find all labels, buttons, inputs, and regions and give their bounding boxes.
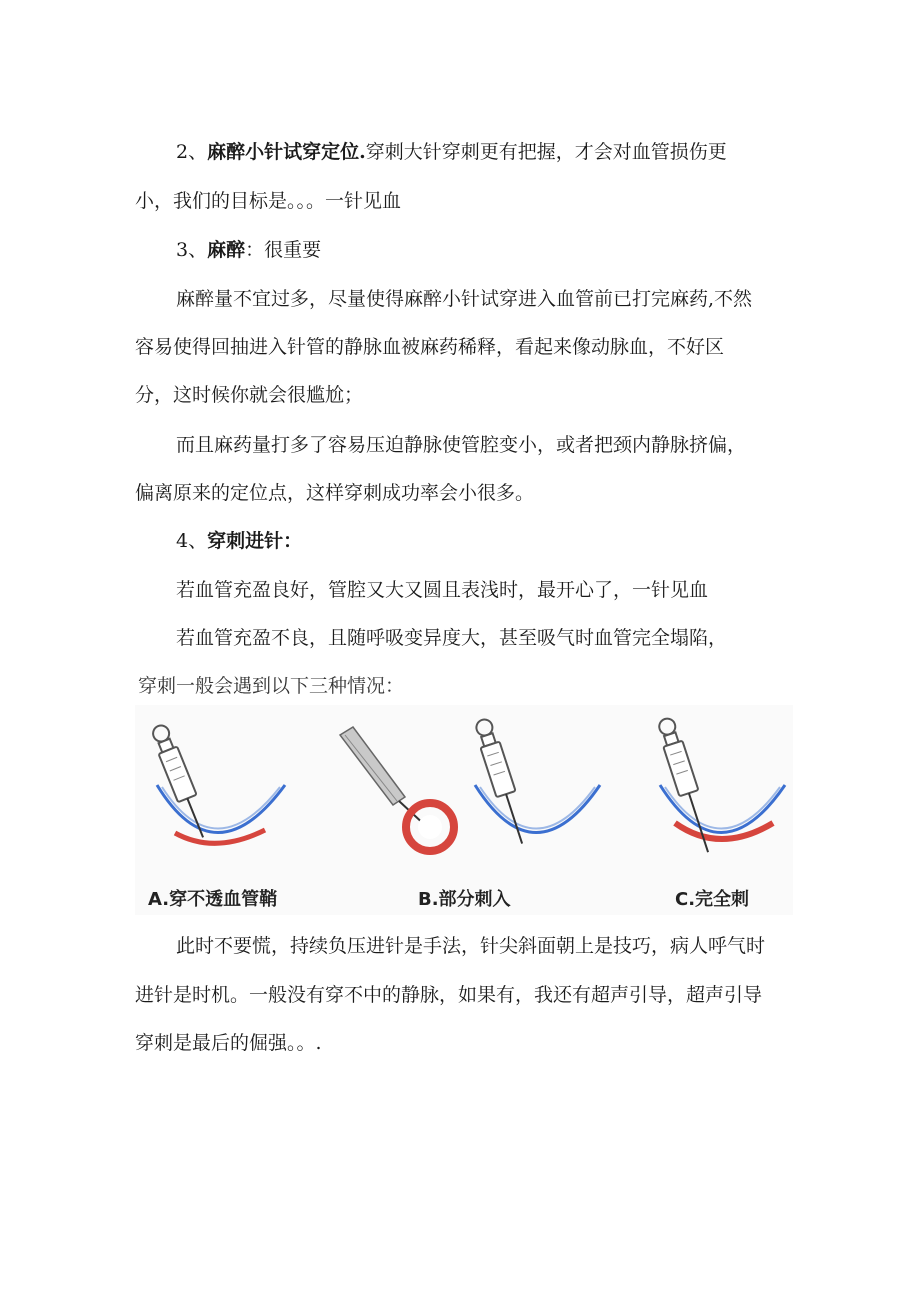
paragraph-4-number: 4、 (176, 530, 208, 552)
paragraph-5-line-3: 穿刺是最后的倔强。。. (135, 1032, 322, 1054)
paragraph-3b-line-1: 而且麻药量打多了容易压迫静脉使管腔变小，或者把颈内静脉挤偏， (176, 434, 747, 456)
paragraph-2-heading: 麻醉小针试穿定位. (207, 141, 366, 163)
paragraph-4b: 若血管充盈不良，且随呼吸变异度大，甚至吸气时血管完全塌陷， (176, 627, 728, 649)
paragraph-2-line-2: 小，我们的目标是。。。一针见血 (135, 190, 402, 212)
figure-label-a: A.穿不透血管鞘 (148, 889, 278, 910)
panel-b-vessel-lumen (418, 815, 442, 839)
paragraph-4-heading-line (176, 529, 302, 553)
paragraph-5-line-1: 此时不要慌，持续负压进针是手法，针尖斜面朝上是技巧，病人呼气时 (176, 935, 766, 957)
figure-label-b: B.部分刺入 (418, 889, 511, 910)
paragraph-3a-line-3: 分，这时候你就会很尴尬； (135, 384, 364, 406)
paragraph-4a: 若血管充盈良好，管腔又大又圆且表浅时，最开心了，一针见血 (176, 579, 709, 601)
paragraph-3b-line-2: 偏离原来的定位点，这样穿刺成功率会小很多。 (135, 482, 535, 504)
paragraph-4-heading: 穿刺进针 (207, 530, 284, 552)
puncture-illustration (135, 705, 793, 915)
paragraph-3a-line-1: 麻醉量不宜过多，尽量使得麻醉小针试穿进入血管前已打完麻药,不然 (176, 288, 753, 310)
paragraph-3a-line-2: 容易使得回抽进入针管的静脉血被麻药稀释，看起来像动脉血，不好区 (135, 336, 725, 358)
figure-caption: 穿刺一般会遇到以下三种情况： (138, 675, 405, 697)
paragraph-5-line-2: 进针是时机。一般没有穿不中的静脉，如果有，我还有超声引导，超声引导 (135, 984, 763, 1006)
paragraph-2-number: 2、 (176, 141, 208, 163)
paragraph-2-text: 穿刺大针穿刺更有把握，才会对血管损伤更 (365, 141, 727, 163)
figure-label-c: C.完全刺 (675, 889, 750, 910)
paragraph-3-heading-line (176, 238, 321, 262)
paragraph-3-number: 3、 (176, 239, 208, 261)
paragraph-3-heading: 麻醉 (207, 239, 246, 261)
paragraph-3-text: ：很重要 (245, 239, 322, 261)
paragraph-4-colon: ： (283, 530, 303, 552)
paragraph-2-line-1 (176, 140, 727, 164)
